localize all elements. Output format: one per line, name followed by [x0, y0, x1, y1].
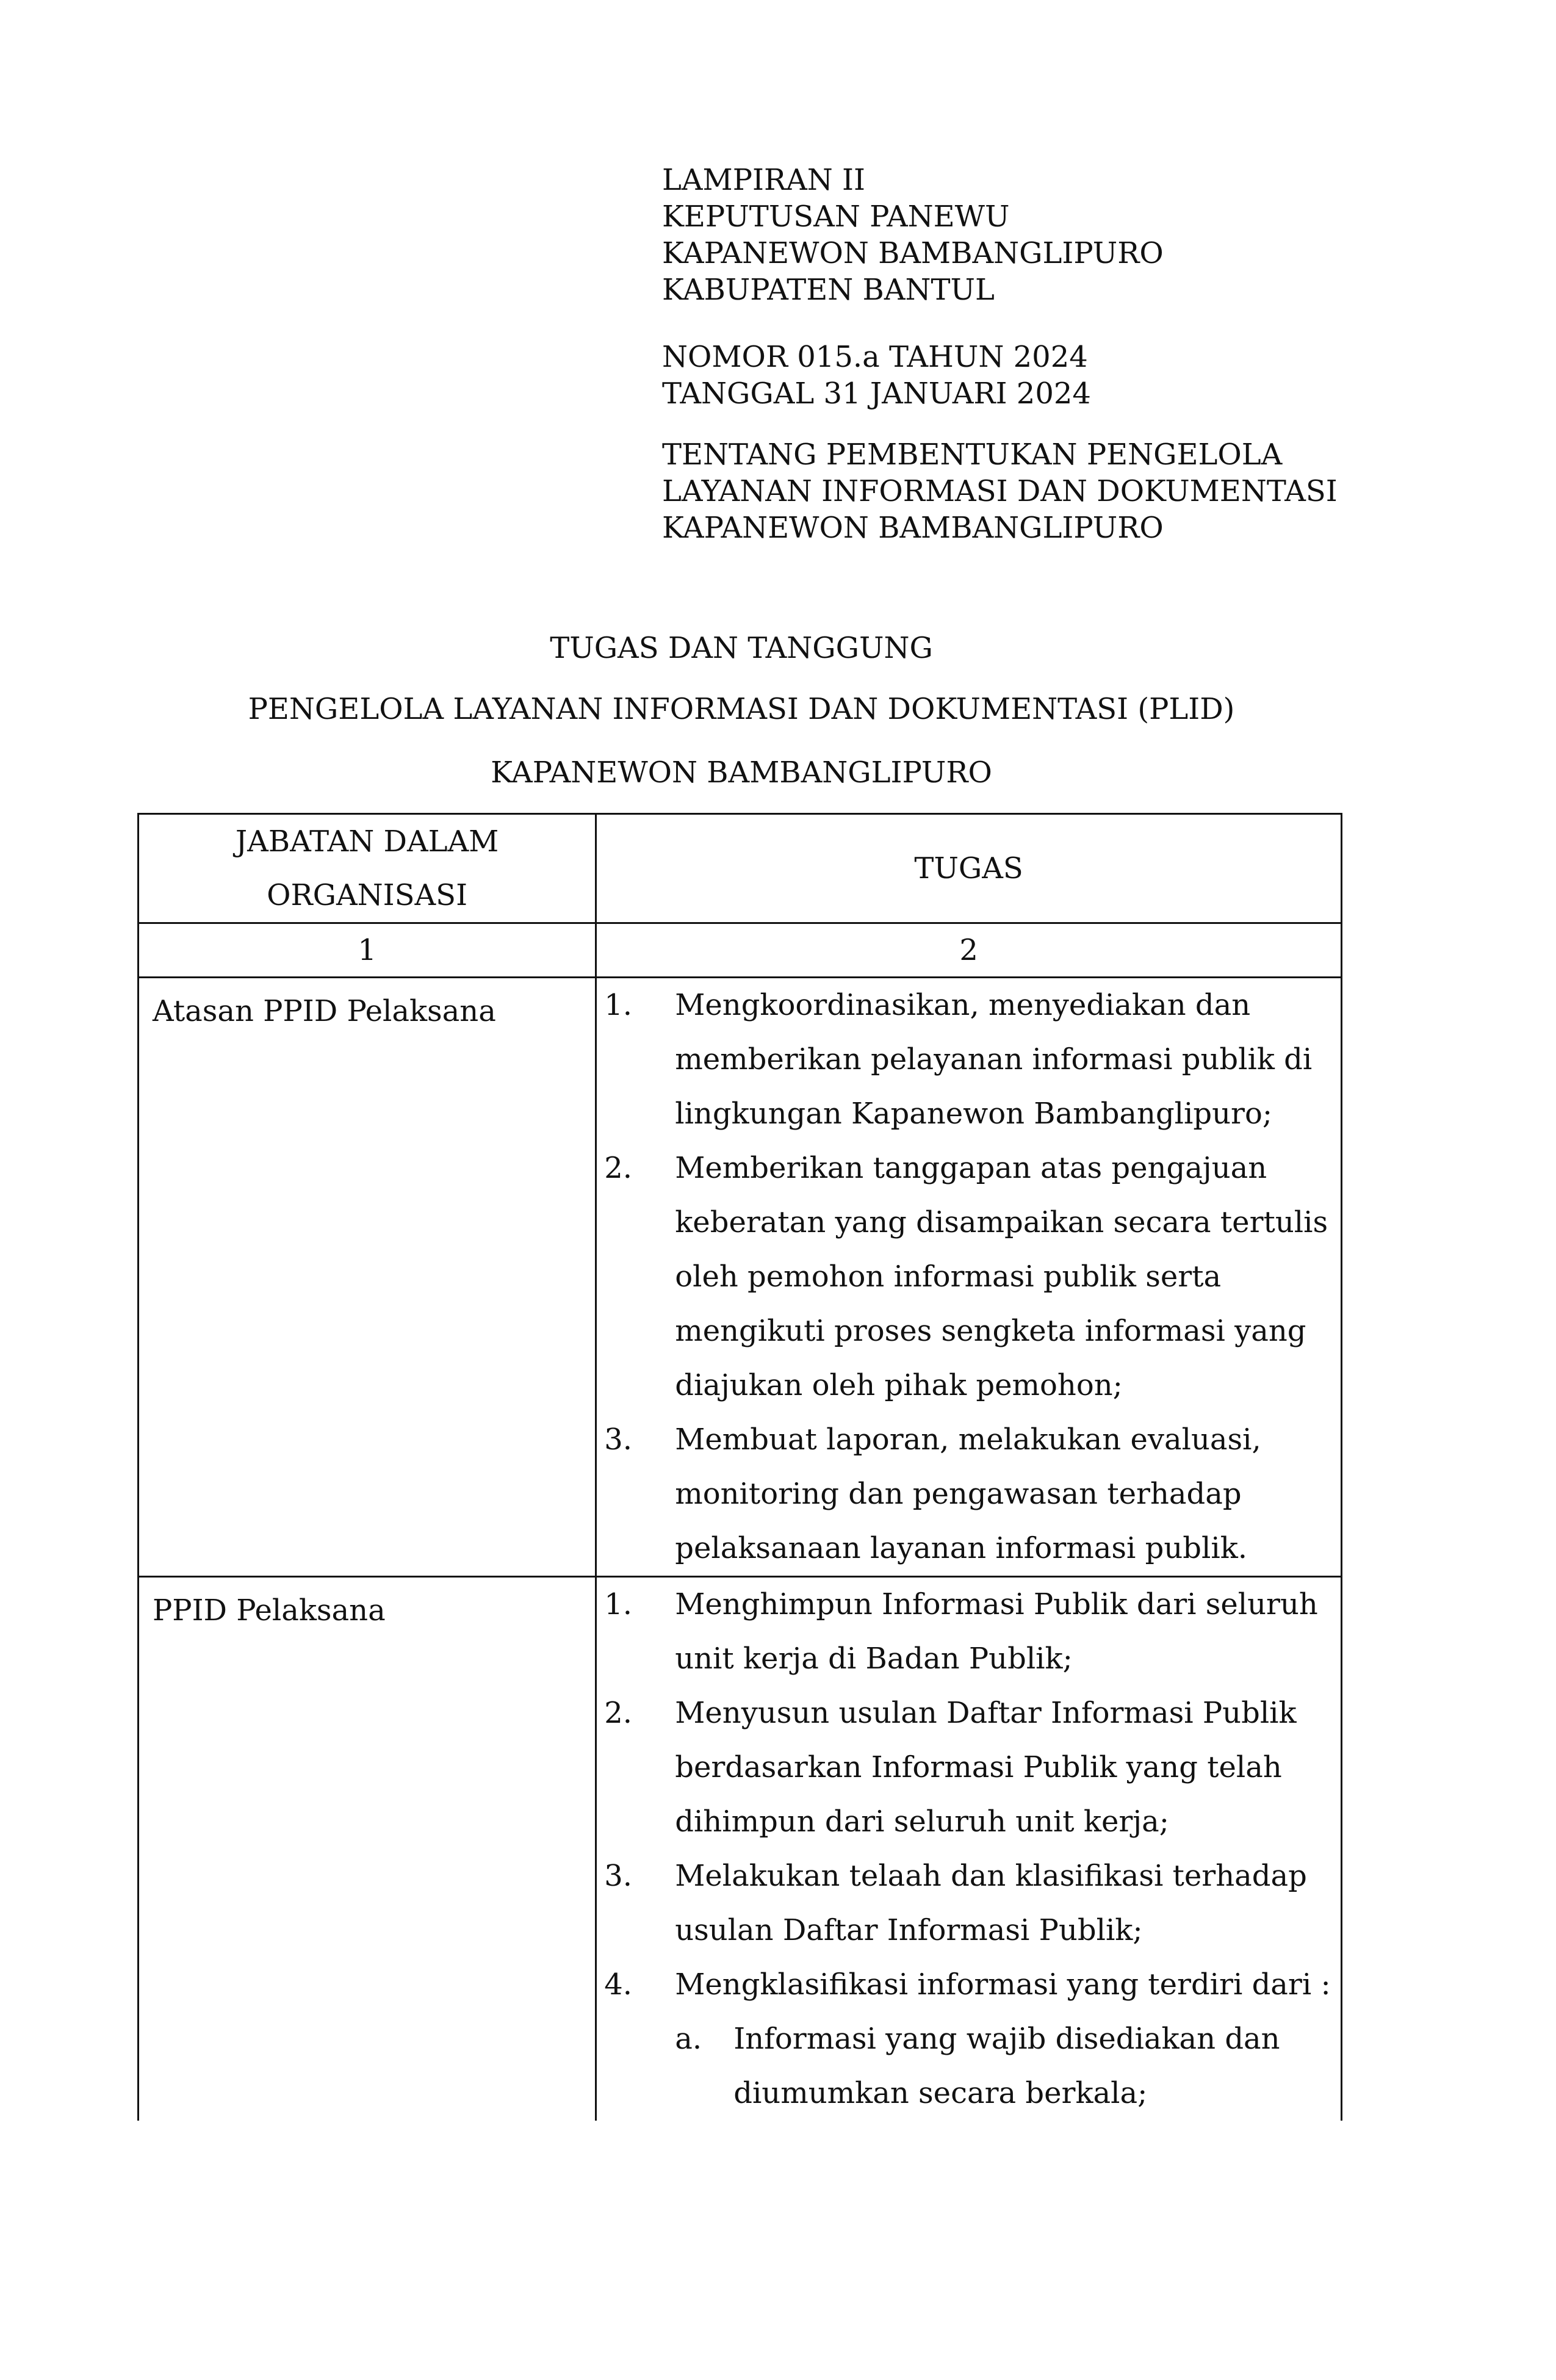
document-title-line-1: TUGAS DAN TANGGUNG — [550, 631, 933, 665]
tanggal-line: TANGGAL 31 JANUARI 2024 — [662, 377, 1091, 411]
task-text-line: oleh pemohon informasi publik serta — [675, 1260, 1222, 1294]
task-text-line: pelaksanaan layanan informasi publik. — [675, 1531, 1248, 1565]
task-number: 2. — [604, 1696, 633, 1730]
task-text-line: Memberikan tanggapan atas pengajuan — [675, 1151, 1267, 1185]
task-text — [675, 1141, 1334, 1413]
task-item — [597, 978, 1341, 1141]
task-text-line: lingkungan Kapanewon Bambanglipuro; — [675, 1097, 1273, 1131]
task-text-line: Menyusun usulan Daftar Informasi Publik — [675, 1696, 1297, 1730]
task-text — [675, 978, 1334, 1141]
task-text — [675, 1849, 1334, 1958]
task-item — [597, 1413, 1341, 1576]
task-text-line: unit kerja di Badan Publik; — [675, 1642, 1073, 1676]
lampiran-line: LAMPIRAN II — [662, 163, 865, 197]
column-header-duties: TUGAS — [596, 814, 1342, 923]
task-text-line: usulan Daftar Informasi Publik; — [675, 1913, 1143, 1947]
role-cell: PPID Pelaksana — [139, 1577, 596, 2121]
task-text-line: berdasarkan Informasi Publik yang telah — [675, 1750, 1282, 1784]
table-row — [139, 978, 1342, 1577]
task-text-line: Membuat laporan, melakukan evaluasi, — [675, 1423, 1261, 1457]
subtask-text — [733, 2012, 1331, 2121]
task-number: 4. — [604, 1967, 633, 2002]
kabupaten-line: KABUPATEN BANTUL — [662, 273, 995, 307]
tentang-line-1: TENTANG PEMBENTUKAN PENGELOLA — [662, 438, 1283, 472]
task-item — [597, 1141, 1341, 1413]
document-title-line-2: PENGELOLA LAYANAN INFORMASI DAN DOKUMENTASI (PLID) — [248, 692, 1235, 726]
task-item — [597, 1849, 1341, 1958]
task-text-line: diajukan oleh pihak pemohon; — [675, 1368, 1123, 1402]
task-text-line: mengikuti proses sengketa informasi yang — [675, 1314, 1306, 1348]
task-text-line: memberikan pelayanan informasi publik di — [675, 1042, 1313, 1076]
task-text-line: dihimpun dari seluruh unit kerja; — [675, 1805, 1169, 1839]
column-header-position-line-1: JABATAN DALAM — [235, 824, 499, 859]
task-text-line: Melakukan telaah dan klasifikasi terhadap — [675, 1859, 1307, 1893]
task-text — [675, 1686, 1334, 1849]
tasks-cell — [596, 978, 1342, 1577]
tentang-line-3: KAPANEWON BAMBANGLIPURO — [662, 511, 1164, 545]
task-text — [675, 1413, 1334, 1576]
task-text-line: Mengkoordinasikan, menyediakan dan — [675, 988, 1251, 1022]
column-number-row — [139, 923, 1342, 978]
task-text — [675, 1958, 1334, 2012]
task-item — [597, 1686, 1341, 1849]
task-number: 3. — [604, 1423, 633, 1457]
role-cell: Atasan PPID Pelaksana — [139, 978, 596, 1577]
tentang-line-2: LAYANAN INFORMASI DAN DOKUMENTASI — [662, 474, 1338, 508]
subtask-item — [597, 2012, 1341, 2121]
column-header-position — [139, 814, 596, 923]
subtask-text-line: Informasi yang wajib disediakan dan — [733, 2022, 1280, 2056]
table-row — [139, 1577, 1342, 2121]
task-item — [597, 1958, 1341, 2012]
task-number: 1. — [604, 988, 633, 1022]
tasks-cell — [596, 1577, 1342, 2121]
task-text-line: Mengklasifikasi informasi yang terdiri dari : — [675, 1967, 1331, 2002]
task-text-line: monitoring dan pengawasan terhadap — [675, 1477, 1242, 1511]
kapanewon-line: KAPANEWON BAMBANGLIPURO — [662, 236, 1164, 270]
nomor-line: NOMOR 015.a TAHUN 2024 — [662, 340, 1088, 374]
column-header-position-line-2: ORGANISASI — [267, 878, 468, 912]
table-header-row — [139, 814, 1342, 923]
duties-table — [137, 813, 1342, 2121]
task-number: 3. — [604, 1859, 633, 1893]
document-title-line-3: KAPANEWON BAMBANGLIPURO — [491, 755, 992, 790]
subtask-text-line: diumumkan secara berkala; — [733, 2076, 1148, 2110]
subtask-letter: a. — [675, 2022, 702, 2056]
task-text — [675, 1578, 1334, 1686]
task-item — [597, 1578, 1341, 1686]
attachment-header — [662, 162, 1338, 546]
keputusan-line: KEPUTUSAN PANEWU — [662, 200, 1010, 234]
task-number: 2. — [604, 1151, 633, 1185]
task-number: 1. — [604, 1587, 633, 1621]
column-number-2: 2 — [596, 923, 1342, 978]
task-text-line: keberatan yang disampaikan secara tertulis — [675, 1205, 1328, 1239]
task-text-line: Menghimpun Informasi Publik dari seluruh — [675, 1587, 1318, 1621]
column-number-1: 1 — [139, 923, 596, 978]
